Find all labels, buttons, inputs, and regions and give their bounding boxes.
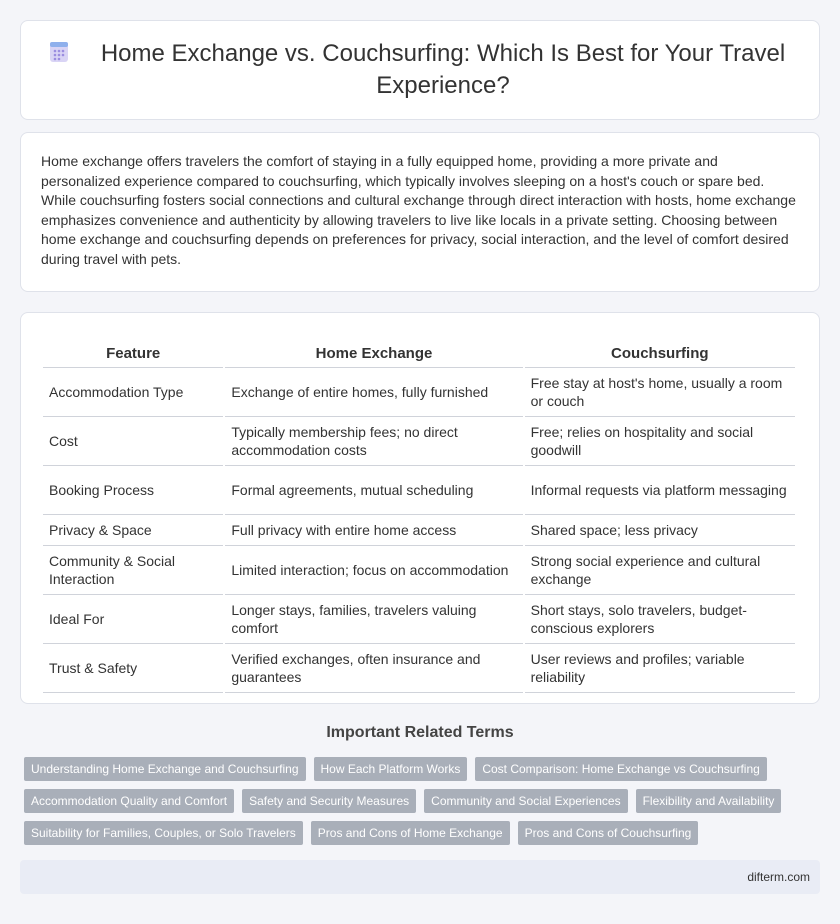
column-header-home-exchange: Home Exchange: [225, 333, 522, 368]
footer: [20, 860, 820, 894]
couchsurfing-cell: Short stays, solo travelers, budget-conscious explorers: [525, 595, 795, 644]
home-exchange-cell: Full privacy with entire home access: [225, 515, 522, 546]
intro-card: [20, 132, 820, 292]
related-term-tag[interactable]: Suitability for Families, Couples, or Solo Travelers: [24, 821, 303, 845]
page-title: Home Exchange vs. Couchsurfing: Which Is Best for Your Travel Experience?: [100, 40, 786, 99]
feature-cell: Trust & Safety: [43, 644, 223, 693]
tag-row: [24, 757, 824, 781]
document-grid-icon: [47, 40, 71, 64]
related-terms-tags: [24, 757, 824, 853]
home-exchange-cell: Exchange of entire homes, fully furnished: [225, 368, 522, 417]
table-row: [43, 368, 795, 417]
home-exchange-cell: Formal agreements, mutual scheduling: [225, 466, 522, 515]
table-row: [43, 417, 795, 466]
home-exchange-cell: Longer stays, families, travelers valuing comfort: [225, 595, 522, 644]
related-term-tag[interactable]: Pros and Cons of Couchsurfing: [518, 821, 699, 845]
table-row: [43, 515, 795, 546]
related-term-tag[interactable]: Safety and Security Measures: [242, 789, 416, 813]
home-exchange-cell: Typically membership fees; no direct accommodation costs: [225, 417, 522, 466]
home-exchange-cell: Limited interaction; focus on accommodation: [225, 546, 522, 595]
couchsurfing-cell: Free; relies on hospitality and social goodwill: [525, 417, 795, 466]
tag-row: [24, 821, 824, 845]
couchsurfing-cell: Shared space; less privacy: [525, 515, 795, 546]
related-term-tag[interactable]: Pros and Cons of Home Exchange: [311, 821, 510, 845]
comparison-table-card: [20, 312, 820, 704]
feature-cell: Community & Social Interaction: [43, 546, 223, 595]
table-row: [43, 466, 795, 515]
footer-site-link[interactable]: difterm.com: [747, 870, 810, 884]
related-terms-heading: Important Related Terms: [326, 724, 514, 741]
related-term-tag[interactable]: Community and Social Experiences: [424, 789, 627, 813]
couchsurfing-cell: Free stay at host's home, usually a room or couch: [525, 368, 795, 417]
column-header-couchsurfing: Couchsurfing: [525, 333, 795, 368]
couchsurfing-cell: User reviews and profiles; variable reliability: [525, 644, 795, 693]
intro-text: Home exchange offers travelers the comfort of staying in a fully equipped home, providing a more private and personalized experience compared to couchsurfing, which typically involves sleeping on a host's couch or spare bed. While couchsurfing fosters social connections and cultural exchange through direct interaction with hosts, home exchange emphasizes convenience and authenticity by allowing travelers to live like locals in a private setting. Choosing between home exchange and couchsurfing depends on preferences for privacy, social interaction, and the level of comfort desired during travel with pets.: [41, 153, 796, 267]
feature-cell: Cost: [43, 417, 223, 466]
column-header-feature: Feature: [43, 333, 223, 368]
table-row: [43, 595, 795, 644]
couchsurfing-cell: Informal requests via platform messaging: [525, 466, 795, 515]
related-term-tag[interactable]: Cost Comparison: Home Exchange vs Couchsurfing: [475, 757, 766, 781]
title-wrap: [47, 38, 793, 102]
related-term-tag[interactable]: Understanding Home Exchange and Couchsurfing: [24, 757, 306, 781]
comparison-table: [41, 333, 797, 693]
tag-row: [24, 789, 824, 813]
table-row: [43, 546, 795, 595]
couchsurfing-cell: Strong social experience and cultural exchange: [525, 546, 795, 595]
home-exchange-cell: Verified exchanges, often insurance and guarantees: [225, 644, 522, 693]
related-term-tag[interactable]: Accommodation Quality and Comfort: [24, 789, 234, 813]
related-term-tag[interactable]: Flexibility and Availability: [636, 789, 782, 813]
feature-cell: Ideal For: [43, 595, 223, 644]
feature-cell: Booking Process: [43, 466, 223, 515]
table-row: [43, 644, 795, 693]
title-card: [20, 20, 820, 120]
feature-cell: Accommodation Type: [43, 368, 223, 417]
table-header-row: [43, 333, 795, 368]
feature-cell: Privacy & Space: [43, 515, 223, 546]
related-term-tag[interactable]: How Each Platform Works: [314, 757, 468, 781]
